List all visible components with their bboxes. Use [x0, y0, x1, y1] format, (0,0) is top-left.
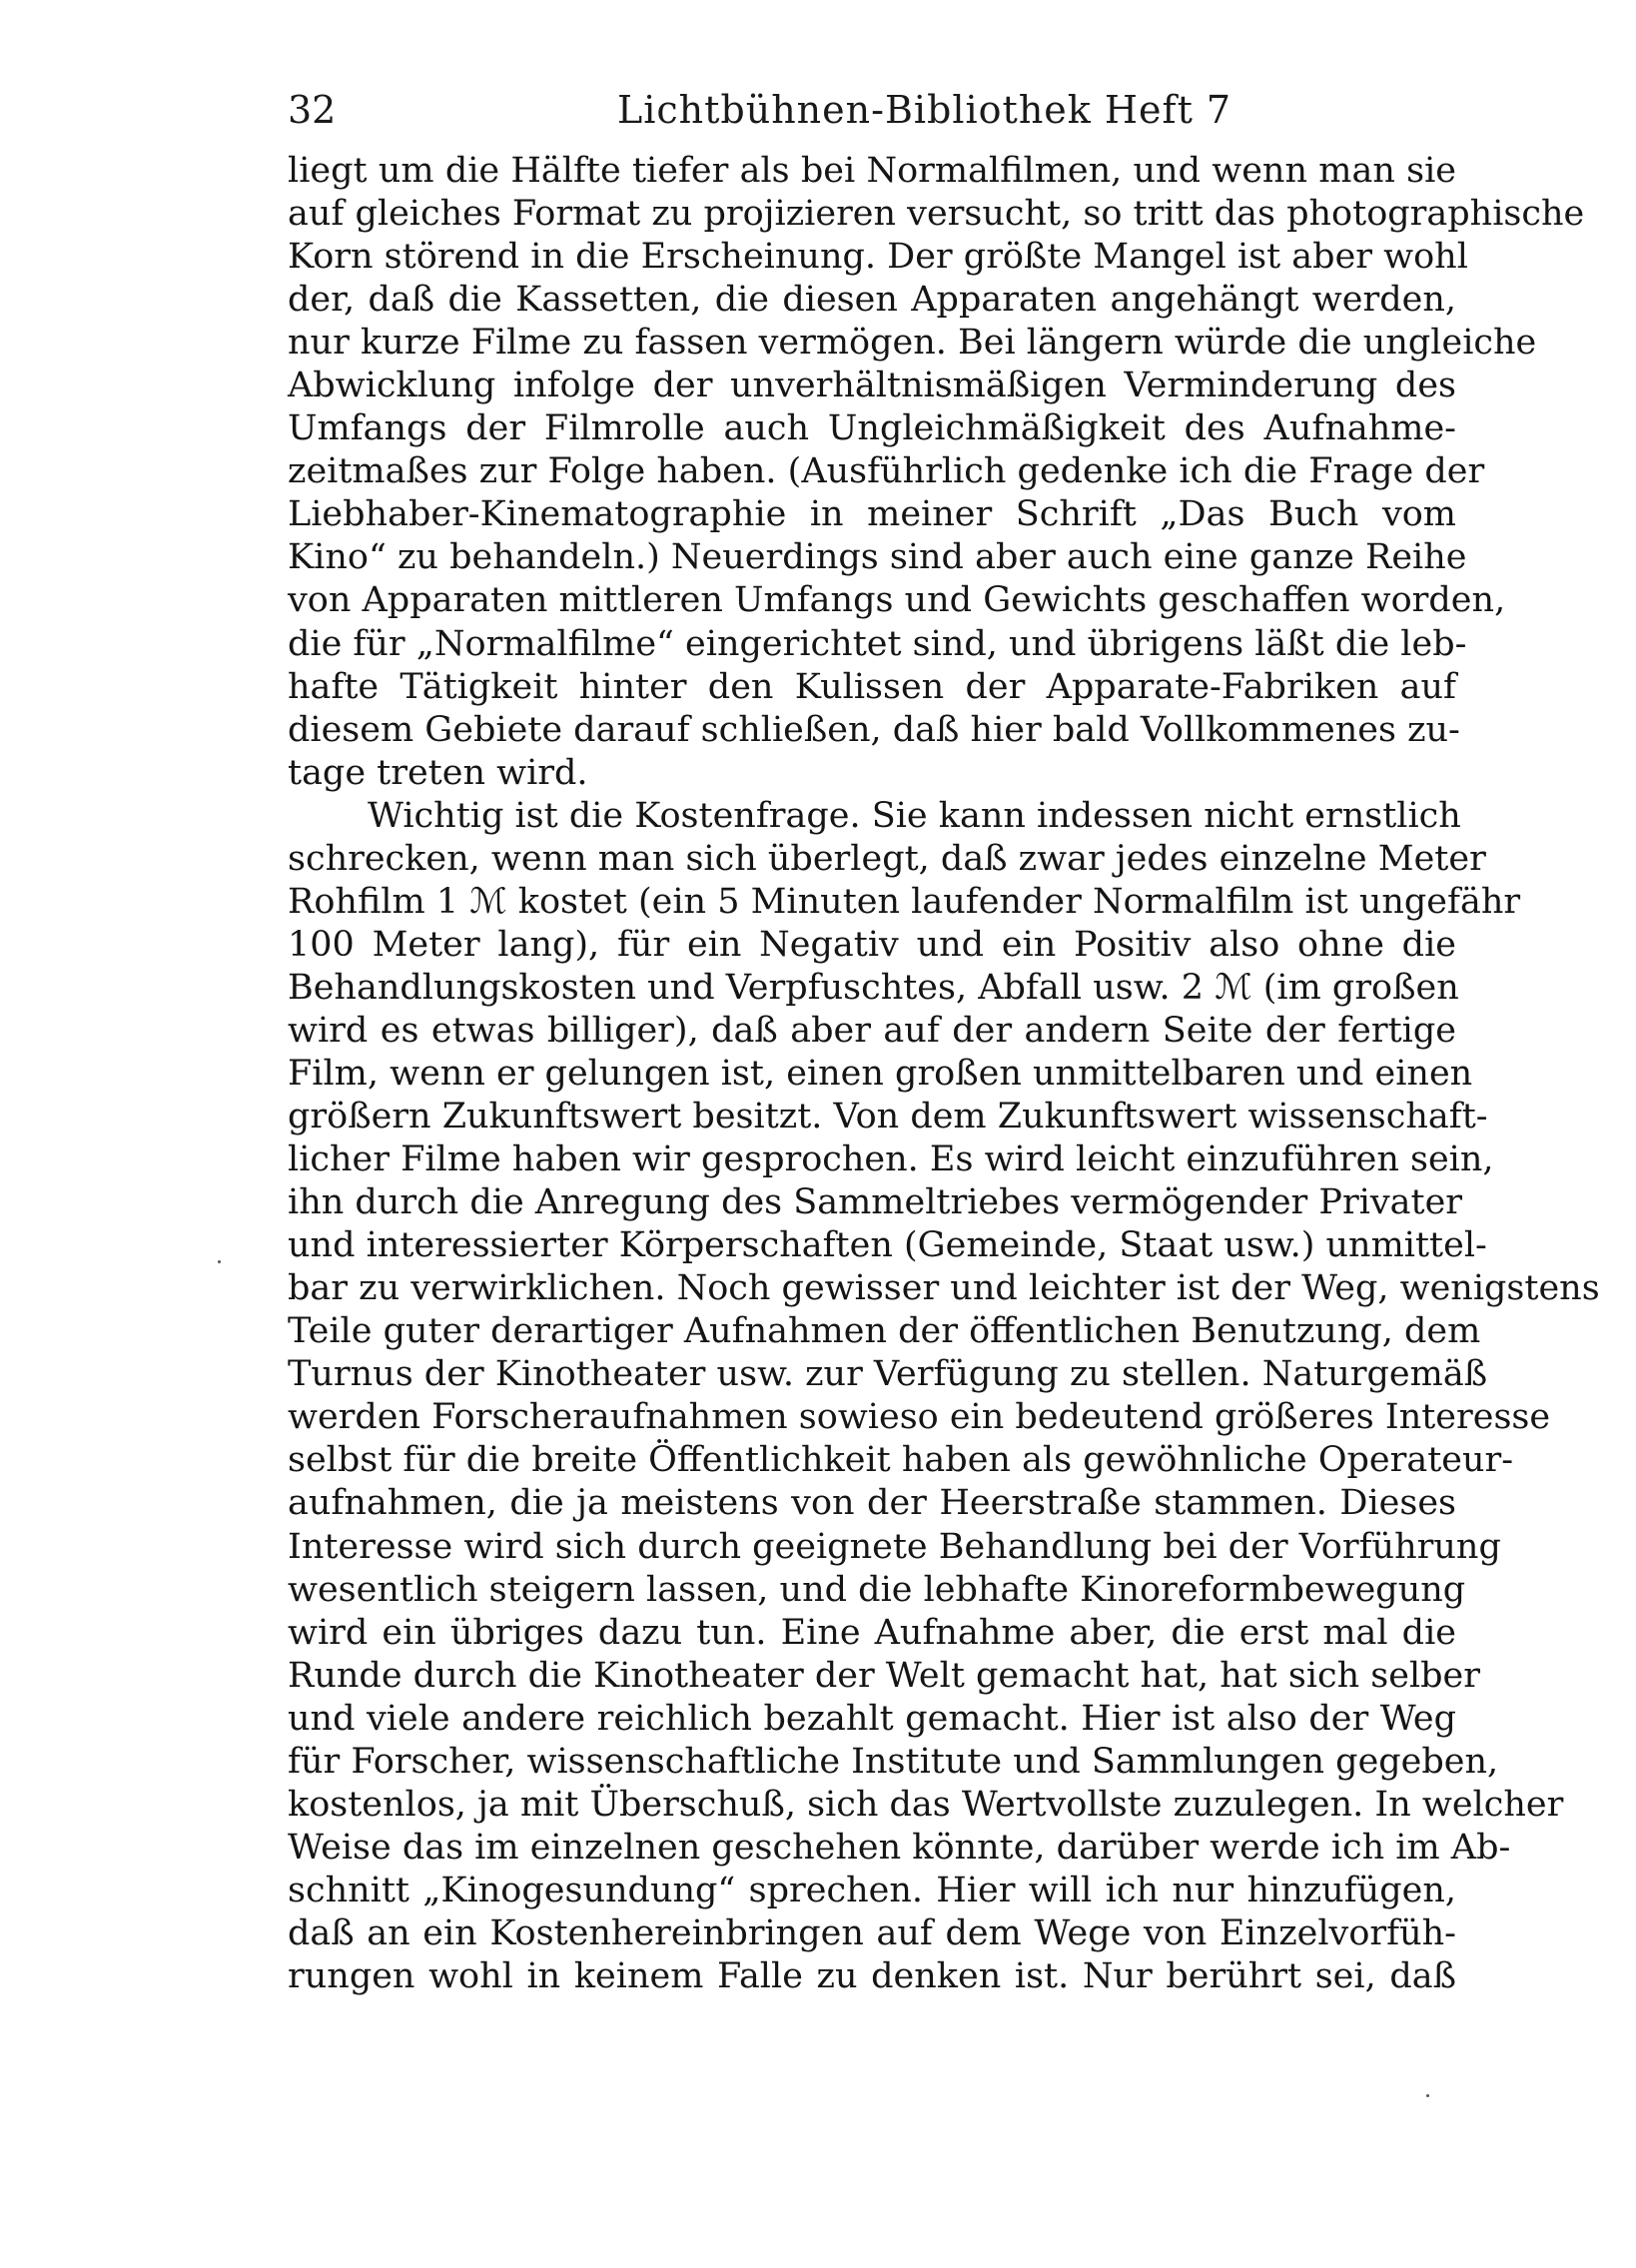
text-line: von Apparaten mittleren Umfangs und Gewichts geschaffen worden,: [288, 580, 1506, 621]
text-line: Interesse wird sich durch geeignete Behandlung bei der Vorführung: [288, 1526, 1501, 1567]
text-line: 100 Meter lang), für ein Negativ und ein Positiv also ohne die: [288, 924, 1456, 965]
text-line: größern Zukunftswert besitzt. Von dem Zukunftswert wissenschaft-: [288, 1097, 1488, 1137]
text-line: Korn störend in die Erscheinung. Der größte Mangel ist aber wohl: [288, 237, 1468, 278]
text-line: schrecken, wenn man sich überlegt, daß zwar jedes einzelne Meter: [288, 838, 1486, 879]
text-line: rungen wohl in keinem Falle zu denken ist. Nur berührt sei, daß: [288, 1955, 1456, 1996]
text-line: ihn durch die Anregung des Sammeltriebes vermögender Privater: [288, 1182, 1463, 1223]
text-line: bar zu verwirklichen. Noch gewisser und leichter ist der Weg, wenigstens: [288, 1268, 1600, 1309]
text-line: licher Filme haben wir gesprochen. Es wird leicht einzuführen sein,: [288, 1139, 1494, 1180]
text-line: Turnus der Kinotheater usw. zur Verfügung zu stellen. Naturgemäß: [288, 1354, 1488, 1395]
text-line: liegt um die Hälfte tiefer als bei Normalfilmen, und wenn man sie: [288, 151, 1456, 191]
text-line: wird es etwas billiger), daß aber auf der andern Seite der fertige: [288, 1010, 1456, 1051]
text-line: Film, wenn er gelungen ist, einen großen unmittelbaren und einen: [288, 1053, 1473, 1094]
text-line: Umfangs der Filmrolle auch Ungleichmäßigkeit des Aufnahme-: [288, 408, 1456, 449]
text-line: schnitt „Kinogesundung“ sprechen. Hier will ich nur hinzufügen,: [288, 1870, 1456, 1910]
text-line: selbst für die breite Öffentlichkeit haben als gewöhnliche Operateur-: [288, 1440, 1514, 1481]
text-line: und interessierter Körperschaften (Gemeinde, Staat usw.) unmittel-: [288, 1225, 1487, 1266]
text-line: hafte Tätigkeit hinter den Kulissen der Apparate-Fabriken auf: [288, 666, 1456, 707]
text-line: Rohfilm 1 ℳ kostet (ein 5 Minuten laufender Normalfilm ist ungefähr: [288, 881, 1521, 922]
text-line: Wichtig ist die Kostenfrage. Sie kann indessen nicht ernstlich: [368, 795, 1461, 836]
text-line: Behandlungskosten und Verpfuschtes, Abfall usw. 2 ℳ (im großen: [288, 967, 1459, 1008]
text-line: Abwicklung infolge der unverhältnismäßigen Verminderung des: [288, 366, 1456, 406]
text-line: Kino“ zu behandeln.) Neuerdings sind aber auch eine ganze Reihe: [288, 537, 1467, 578]
text-line: aufnahmen, die ja meistens von der Heerstraße stammen. Dieses: [288, 1483, 1456, 1524]
text-line: Weise das im einzelnen geschehen könnte, darüber werde ich im Ab-: [288, 1827, 1511, 1868]
text-line: zeitmaßes zur Folge haben. (Ausführlich gedenke ich die Frage der: [288, 451, 1485, 492]
text-line: werden Forscheraufnahmen sowieso ein bedeutend größeres Interesse: [288, 1397, 1551, 1438]
text-line: auf gleiches Format zu projizieren versucht, so tritt das photographische: [288, 194, 1585, 235]
text-line: und viele andere reichlich bezahlt gemacht. Hier ist also der Weg: [288, 1698, 1456, 1739]
body-text: [288, 150, 1600, 1998]
text-line: die für „Normalfilme“ eingerichtet sind, und übrigens läßt die leb-: [288, 623, 1467, 664]
text-line: daß an ein Kostenhereinbringen auf dem Wege von Einzelvorfüh-: [288, 1912, 1456, 1953]
text-line: tage treten wird.: [288, 752, 588, 793]
running-title: Lichtbühnen-Bibliothek Heft 7: [617, 88, 1232, 132]
page-number: 32: [288, 88, 337, 132]
text-line: Runde durch die Kinotheater der Welt gemacht hat, hat sich selber: [288, 1655, 1480, 1696]
text-line: wesentlich steigern lassen, und die lebhafte Kinoreformbewegung: [288, 1569, 1466, 1610]
text-line: kostenlos, ja mit Überschuß, sich das Wertvollste zuzulegen. In welcher: [288, 1784, 1564, 1825]
text-line: wird ein übriges dazu tun. Eine Aufnahme aber, die erst mal die: [288, 1612, 1456, 1653]
text-line: nur kurze Filme zu fassen vermögen. Bei längern würde die ungleiche: [288, 323, 1537, 364]
scan-speck: [1426, 2094, 1429, 2097]
scan-speck: [218, 1260, 221, 1263]
text-line: Teile guter derartiger Aufnahmen der öffentlichen Benutzung, dem: [288, 1311, 1481, 1352]
text-line: diesem Gebiete darauf schließen, daß hier bald Vollkommenes zu-: [288, 709, 1460, 750]
text-line: für Forscher, wissenschaftliche Institute und Sammlungen gegeben,: [288, 1741, 1499, 1782]
page-header: [288, 88, 1456, 148]
text-line: der, daß die Kassetten, die diesen Apparaten angehängt werden,: [288, 280, 1456, 321]
text-line: Liebhaber-Kinematographie in meiner Schrift „Das Buch vom: [288, 494, 1456, 535]
